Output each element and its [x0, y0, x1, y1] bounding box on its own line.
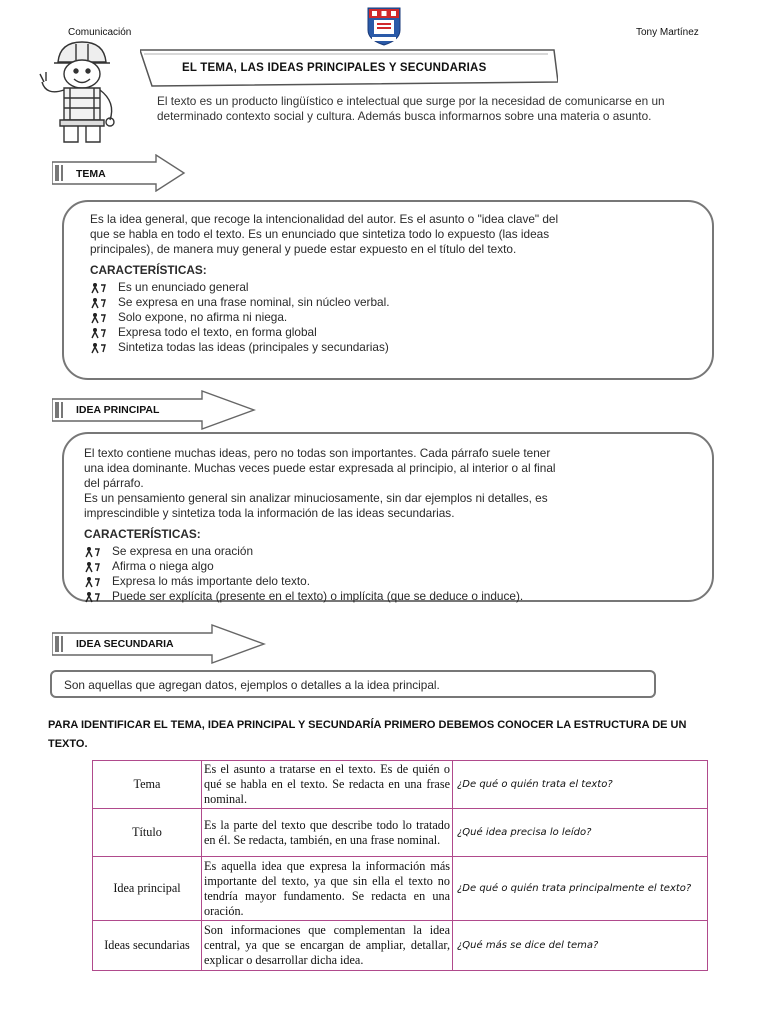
table-question: ¿De qué o quién trata el texto?	[453, 761, 708, 809]
table-definition: Es el asunto a tratarse en el texto. Es de quién o qué se habla en el texto. Se redacta en una frase nominal.	[202, 761, 453, 809]
structure-table	[92, 760, 708, 971]
principal-line: imprescindible y sintetiza toda la información de las ideas secundarias.	[84, 506, 455, 520]
title-banner	[140, 44, 558, 88]
list-item	[90, 325, 712, 340]
principal-label: IDEA PRINCIPAL	[76, 404, 160, 416]
tema-item-text: Solo expone, no afirma ni niega.	[118, 310, 288, 324]
principal-item-text: Expresa lo más importante delo texto.	[112, 574, 311, 588]
secundaria-arrow-label	[52, 624, 266, 664]
list-item	[90, 295, 712, 310]
tema-item-text: Sintetiza todas las ideas (principales y secundarias)	[118, 340, 389, 354]
figure-bullet-icon	[90, 312, 108, 324]
table-question: ¿Qué idea precisa lo leído?	[453, 809, 708, 857]
list-item	[84, 589, 712, 604]
table-question: ¿De qué o quién trata principalmente el texto?	[453, 857, 708, 921]
table-definition: Es la parte del texto que describe todo lo tratado en él. Se redacta, también, en una frase nominal.	[202, 809, 453, 857]
intro-paragraph: El texto es un producto lingüístico e intelectual que surge por la necesidad de comunicarse en un determinado contexto social y cultura. Además busca informarnos sobre una materia o asunto.	[157, 94, 665, 123]
figure-bullet-icon	[84, 591, 102, 603]
banner-title: EL TEMA, LAS IDEAS PRINCIPALES Y SECUNDARIAS	[182, 62, 487, 74]
list-item	[90, 340, 712, 355]
table-term: Título	[93, 809, 202, 857]
secundaria-label: IDEA SECUNDARIA	[76, 638, 174, 650]
figure-bullet-icon	[90, 297, 108, 309]
list-item	[90, 310, 712, 325]
tema-line: Es la idea general, que recoge la intencionalidad del autor. Es el asunto o "idea clave" del	[90, 212, 559, 226]
table-question: ¿Qué más se dice del tema?	[453, 921, 708, 971]
principal-item-text: Afirma o niega algo	[112, 559, 214, 573]
principal-line: del párrafo.	[84, 476, 144, 490]
principal-item-text: Se expresa en una oración	[112, 544, 254, 558]
principal-characteristics-list	[84, 544, 712, 604]
table-term: Tema	[93, 761, 202, 809]
table-row	[93, 809, 708, 857]
header-author: Tony Martínez	[636, 27, 699, 38]
principal-line: una idea dominante. Muchas veces puede estar expresada al principio, al interior o al final	[84, 461, 556, 475]
tema-item-text: Se expresa en una frase nominal, sin núcleo verbal.	[118, 295, 390, 309]
tema-characteristics-title: CARACTERÍSTICAS:	[90, 263, 207, 277]
table-term: Idea principal	[93, 857, 202, 921]
figure-bullet-icon	[84, 576, 102, 588]
figure-bullet-icon	[84, 546, 102, 558]
figure-bullet-icon	[84, 561, 102, 573]
principal-line: El texto contiene muchas ideas, pero no todas son importantes. Cada párrafo suele tener	[84, 446, 551, 460]
school-crest-logo	[366, 6, 402, 46]
principal-characteristics-title: CARACTERÍSTICAS:	[84, 527, 201, 541]
principal-item-text: Puede ser explícita (presente en el texto) o implícita (que se deduce o induce).	[112, 589, 524, 603]
tema-item-text: Es un enunciado general	[118, 280, 249, 294]
tema-label: TEMA	[76, 168, 106, 180]
tema-line: principales), de manera muy general y puede estar expuesto en el título del texto.	[90, 242, 517, 256]
table-row	[93, 857, 708, 921]
tema-item-text: Expresa todo el texto, en forma global	[118, 325, 317, 339]
list-item	[84, 559, 712, 574]
figure-bullet-icon	[90, 342, 108, 354]
principal-box	[62, 432, 714, 602]
secundaria-box: Son aquellas que agregan datos, ejemplos o detalles a la idea principal.	[50, 670, 656, 698]
tema-characteristics-list	[90, 280, 712, 355]
tema-line: que se habla en todo el texto. Es un enunciado que sintetiza todo lo expuesto (las ideas	[90, 227, 550, 241]
builder-cartoon-illustration	[36, 36, 128, 148]
tema-arrow-label	[52, 154, 186, 192]
principal-arrow-label	[52, 390, 256, 430]
figure-bullet-icon	[90, 282, 108, 294]
table-row	[93, 761, 708, 809]
table-term: Ideas secundarias	[93, 921, 202, 971]
table-row	[93, 921, 708, 971]
table-definition: Son informaciones que complementan la idea central, ya que se encargan de ampliar, detallar, explicar o desarrollar dicha idea.	[202, 921, 453, 971]
table-definition: Es aquella idea que expresa la información más importante del texto, ya que sin ella el texto no tendría mayor fundamento. Se redacta en una oración.	[202, 857, 453, 921]
principal-line: Es un pensamiento general sin analizar minuciosamente, sin dar ejemplos ni detalles, es	[84, 491, 548, 505]
list-item	[90, 280, 712, 295]
instruction-paragraph: PARA IDENTIFICAR EL TEMA, IDEA PRINCIPAL Y SECUNDARÍA PRIMERO DEBEMOS CONOCER LA ESTRUCTURA DE UN TEXTO.	[48, 719, 687, 750]
tema-box	[62, 200, 714, 380]
list-item	[84, 544, 712, 559]
header-subject: Comunicación	[68, 27, 132, 38]
figure-bullet-icon	[90, 327, 108, 339]
list-item	[84, 574, 712, 589]
